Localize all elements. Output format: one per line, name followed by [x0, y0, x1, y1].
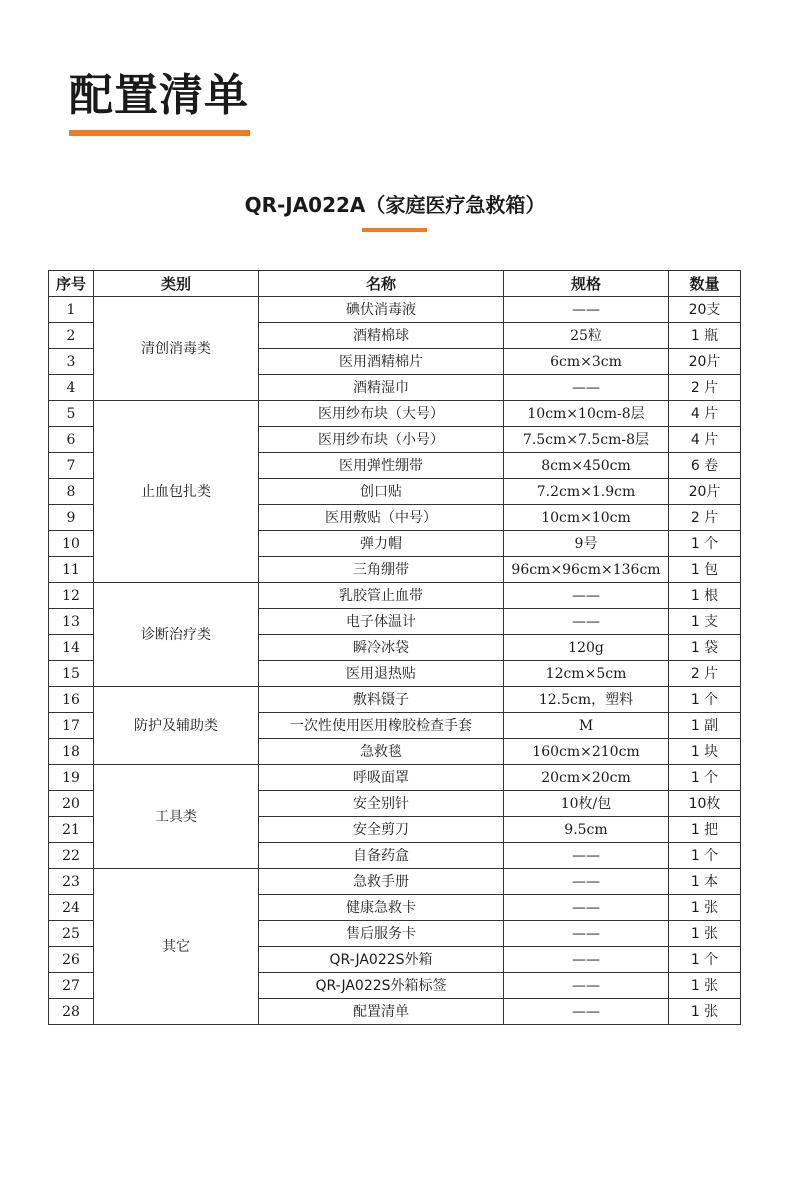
spec-cell: 25粒	[504, 323, 669, 349]
row-number-cell: 17	[49, 713, 94, 739]
title-underline	[69, 130, 250, 136]
item-name-cell: 配置清单	[259, 999, 504, 1025]
header-category: 类别	[94, 271, 259, 297]
quantity-cell: 2 片	[669, 505, 741, 531]
table-header-row	[49, 271, 741, 297]
quantity-cell: 4 片	[669, 401, 741, 427]
category-cell: 防护及辅助类	[94, 687, 259, 765]
quantity-cell: 6 卷	[669, 453, 741, 479]
row-number-cell: 23	[49, 869, 94, 895]
quantity-cell: 1 支	[669, 609, 741, 635]
page-title: 配置清单	[69, 70, 249, 121]
row-number-cell: 28	[49, 999, 94, 1025]
table-row	[49, 297, 741, 323]
item-name-cell: 创口贴	[259, 479, 504, 505]
item-name-cell: 乳胶管止血带	[259, 583, 504, 609]
row-number-cell: 18	[49, 739, 94, 765]
row-number-cell: 25	[49, 921, 94, 947]
quantity-cell: 1 张	[669, 999, 741, 1025]
spec-cell: 12cm×5cm	[504, 661, 669, 687]
spec-cell: 96cm×96cm×136cm	[504, 557, 669, 583]
table-row	[49, 583, 741, 609]
quantity-cell: 1 个	[669, 947, 741, 973]
category-cell: 其它	[94, 869, 259, 1025]
item-name-cell: 健康急救卡	[259, 895, 504, 921]
row-number-cell: 15	[49, 661, 94, 687]
item-name-cell: 呼吸面罩	[259, 765, 504, 791]
quantity-cell: 1 个	[669, 843, 741, 869]
row-number-cell: 21	[49, 817, 94, 843]
spec-cell: 9.5cm	[504, 817, 669, 843]
row-number-cell: 4	[49, 375, 94, 401]
row-number-cell: 27	[49, 973, 94, 999]
quantity-cell: 4 片	[669, 427, 741, 453]
row-number-cell: 1	[49, 297, 94, 323]
quantity-cell: 1 把	[669, 817, 741, 843]
header-quantity: 数量	[669, 271, 741, 297]
spec-cell: ——	[504, 375, 669, 401]
quantity-cell: 1 张	[669, 895, 741, 921]
spec-cell: ——	[504, 921, 669, 947]
spec-cell: 20cm×20cm	[504, 765, 669, 791]
quantity-cell: 10枚	[669, 791, 741, 817]
spec-cell: ——	[504, 973, 669, 999]
item-name-cell: 电子体温计	[259, 609, 504, 635]
item-name-cell: 敷料镊子	[259, 687, 504, 713]
quantity-cell: 1 袋	[669, 635, 741, 661]
item-name-cell: 酒精湿巾	[259, 375, 504, 401]
row-number-cell: 10	[49, 531, 94, 557]
spec-cell: ——	[504, 947, 669, 973]
quantity-cell: 20片	[669, 479, 741, 505]
quantity-cell: 1 个	[669, 765, 741, 791]
item-name-cell: 自备药盒	[259, 843, 504, 869]
item-name-cell: 急救手册	[259, 869, 504, 895]
row-number-cell: 11	[49, 557, 94, 583]
category-cell: 止血包扎类	[94, 401, 259, 583]
header-spec: 规格	[504, 271, 669, 297]
spec-cell: ——	[504, 869, 669, 895]
item-name-cell: 酒精棉球	[259, 323, 504, 349]
item-name-cell: 医用敷贴（中号）	[259, 505, 504, 531]
row-number-cell: 12	[49, 583, 94, 609]
row-number-cell: 5	[49, 401, 94, 427]
spec-cell: ——	[504, 609, 669, 635]
quantity-cell: 1 个	[669, 687, 741, 713]
quantity-cell: 2 片	[669, 375, 741, 401]
quantity-cell: 1 张	[669, 921, 741, 947]
item-name-cell: QR-JA022S外箱	[259, 947, 504, 973]
item-name-cell: 碘伏消毒液	[259, 297, 504, 323]
quantity-cell: 1 瓶	[669, 323, 741, 349]
spec-cell: 12.5cm，塑料	[504, 687, 669, 713]
item-name-cell: QR-JA022S外箱标签	[259, 973, 504, 999]
product-subtitle: QR-JA022A（家庭医疗急救箱）	[244, 193, 546, 217]
row-number-cell: 20	[49, 791, 94, 817]
row-number-cell: 22	[49, 843, 94, 869]
item-name-cell: 医用酒精棉片	[259, 349, 504, 375]
row-number-cell: 8	[49, 479, 94, 505]
quantity-cell: 1 本	[669, 869, 741, 895]
quantity-cell: 20支	[669, 297, 741, 323]
quantity-cell: 1 张	[669, 973, 741, 999]
item-name-cell: 安全别针	[259, 791, 504, 817]
item-name-cell: 安全剪刀	[259, 817, 504, 843]
spec-cell: ——	[504, 999, 669, 1025]
quantity-cell: 1 根	[669, 583, 741, 609]
table-row	[49, 765, 741, 791]
item-name-cell: 医用弹性绷带	[259, 453, 504, 479]
row-number-cell: 13	[49, 609, 94, 635]
row-number-cell: 26	[49, 947, 94, 973]
table-row	[49, 401, 741, 427]
quantity-cell: 1 包	[669, 557, 741, 583]
spec-cell: 120g	[504, 635, 669, 661]
quantity-cell: 1 副	[669, 713, 741, 739]
spec-cell: ——	[504, 297, 669, 323]
item-name-cell: 三角绷带	[259, 557, 504, 583]
header-number: 序号	[49, 271, 94, 297]
table-row	[49, 687, 741, 713]
spec-cell: 160cm×210cm	[504, 739, 669, 765]
category-cell: 工具类	[94, 765, 259, 869]
subtitle-underline	[362, 228, 427, 232]
header-name: 名称	[259, 271, 504, 297]
row-number-cell: 19	[49, 765, 94, 791]
quantity-cell: 1 块	[669, 739, 741, 765]
quantity-cell: 20片	[669, 349, 741, 375]
spec-cell: ——	[504, 583, 669, 609]
item-name-cell: 医用退热贴	[259, 661, 504, 687]
spec-cell: ——	[504, 843, 669, 869]
spec-cell: 7.5cm×7.5cm-8层	[504, 427, 669, 453]
item-name-cell: 弹力帽	[259, 531, 504, 557]
row-number-cell: 14	[49, 635, 94, 661]
row-number-cell: 9	[49, 505, 94, 531]
category-cell: 诊断治疗类	[94, 583, 259, 687]
item-name-cell: 急救毯	[259, 739, 504, 765]
row-number-cell: 16	[49, 687, 94, 713]
row-number-cell: 7	[49, 453, 94, 479]
spec-cell: 9号	[504, 531, 669, 557]
spec-cell: 7.2cm×1.9cm	[504, 479, 669, 505]
spec-cell: ——	[504, 895, 669, 921]
row-number-cell: 2	[49, 323, 94, 349]
spec-cell: 10cm×10cm	[504, 505, 669, 531]
item-name-cell: 售后服务卡	[259, 921, 504, 947]
item-name-cell: 一次性使用医用橡胶检查手套	[259, 713, 504, 739]
item-name-cell: 医用纱布块（大号）	[259, 401, 504, 427]
quantity-cell: 1 个	[669, 531, 741, 557]
item-name-cell: 医用纱布块（小号）	[259, 427, 504, 453]
spec-cell: 6cm×3cm	[504, 349, 669, 375]
table-row	[49, 869, 741, 895]
configuration-table	[48, 270, 741, 1025]
spec-cell: 10cm×10cm-8层	[504, 401, 669, 427]
table-body	[49, 297, 741, 1025]
row-number-cell: 6	[49, 427, 94, 453]
item-name-cell: 瞬冷冰袋	[259, 635, 504, 661]
spec-cell: 10枚/包	[504, 791, 669, 817]
category-cell: 清创消毒类	[94, 297, 259, 401]
spec-cell: 8cm×450cm	[504, 453, 669, 479]
row-number-cell: 24	[49, 895, 94, 921]
quantity-cell: 2 片	[669, 661, 741, 687]
spec-cell: M	[504, 713, 669, 739]
row-number-cell: 3	[49, 349, 94, 375]
